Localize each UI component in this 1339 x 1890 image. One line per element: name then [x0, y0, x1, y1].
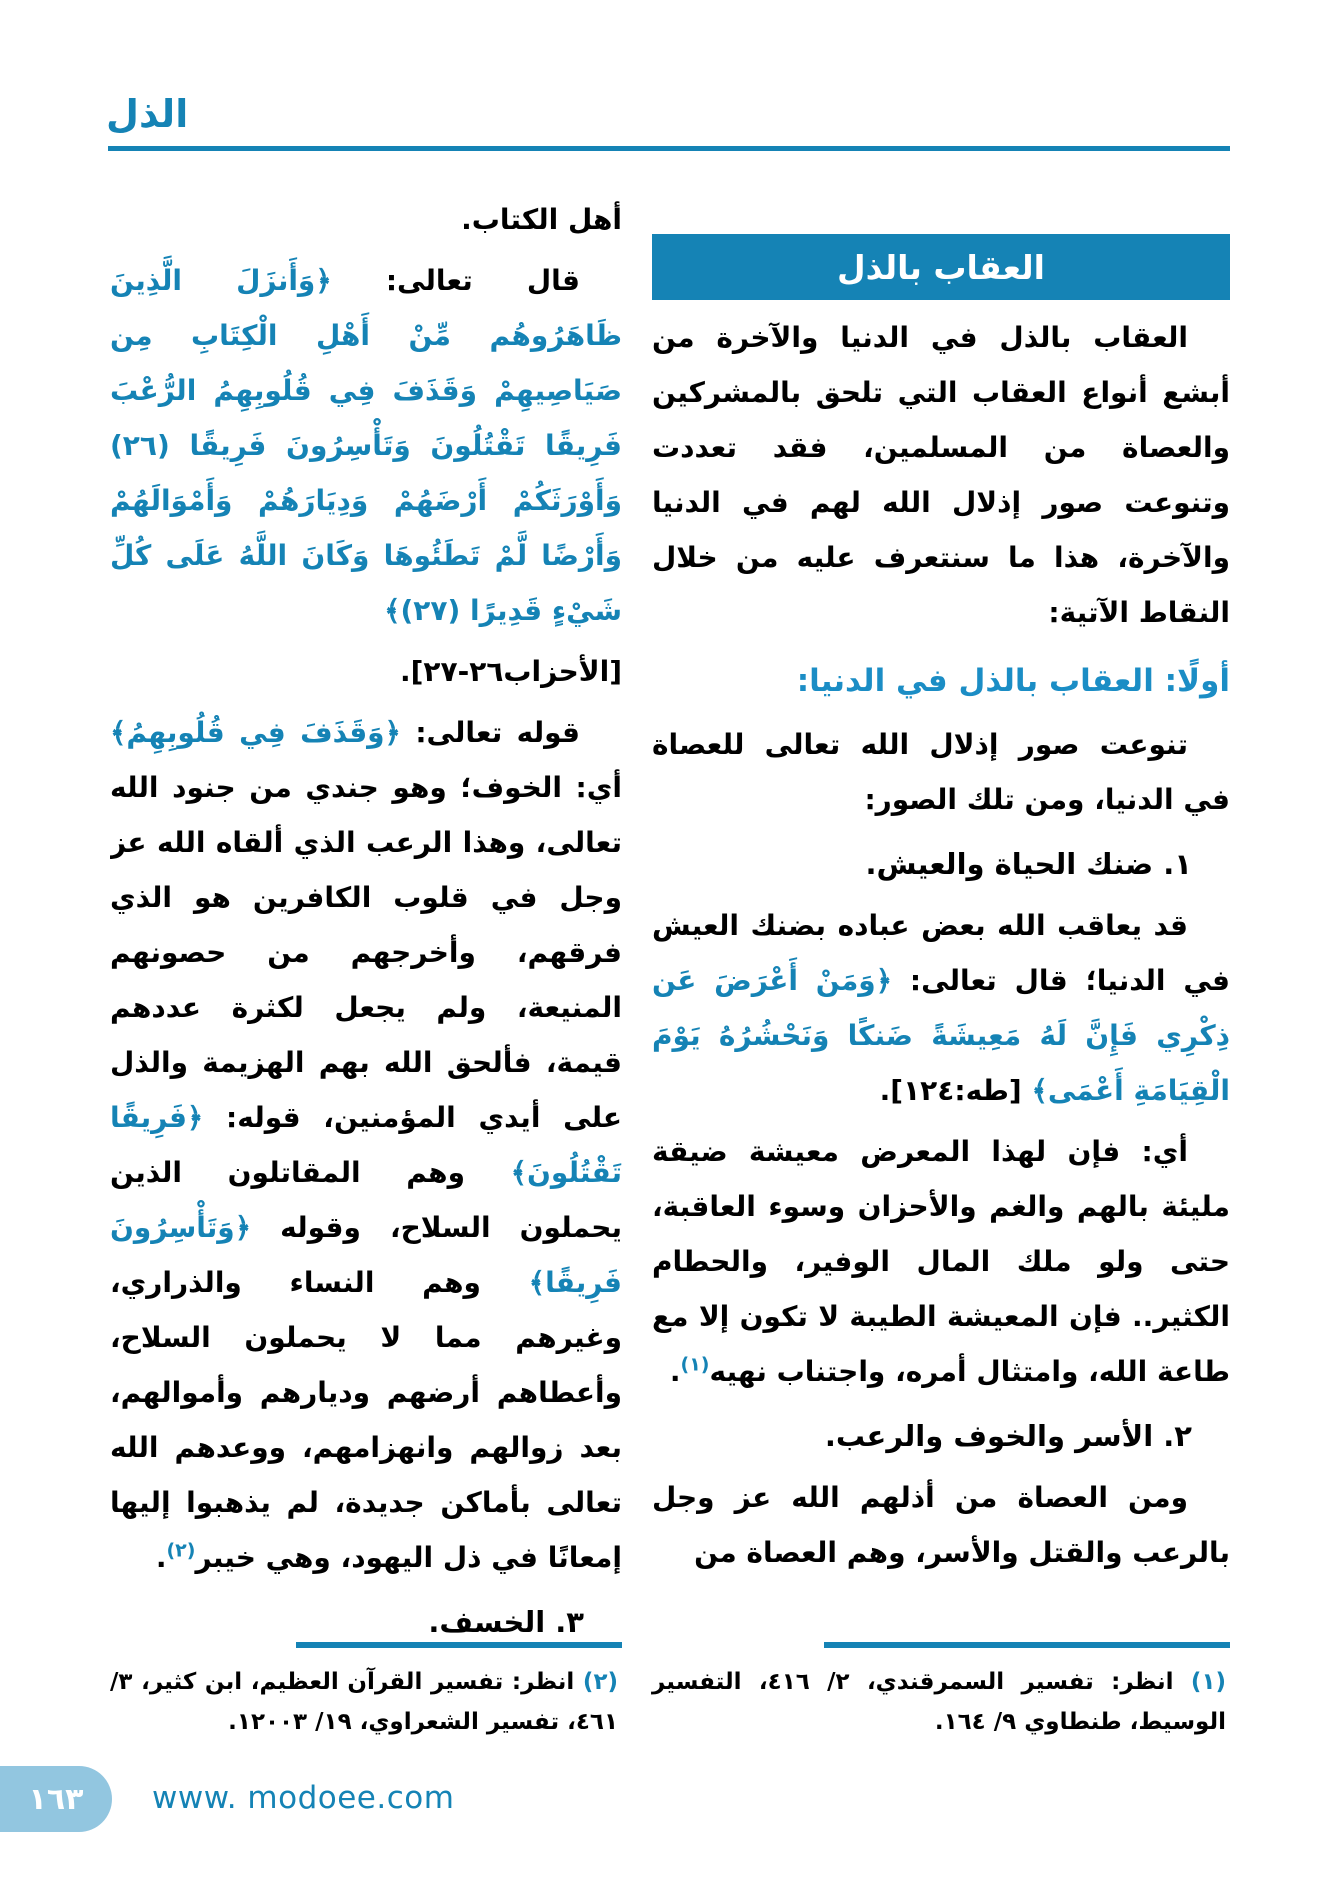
- first-heading: أولًا: العقاب بالذل في الدنيا:: [796, 663, 1230, 699]
- tafsir-mid1: أي: الخوف؛ وهو جندي من جنود الله تعالى، وهذا الرعب الذي ألقاه الله عز وجل في قلوب الكافرين هو الذي فرقهم، وأخرجهم من حصونهم المنيعة، ولم يجعل لكثرة عددهم قيمة، فألحق الله بهم الهزيمة والذل على أيدي المؤمنين، قوله:: [110, 771, 622, 1134]
- paragraph-ahzab: [110, 253, 622, 638]
- meaning-post: .: [669, 1355, 681, 1388]
- tafsir-mid3: وهم النساء والذراري، وغيرهم مما لا يحملون السلاح، وأعطاهم أرضهم وديارهم وأموالهم، بعد زوالهم وانهزامهم، ووعدهم الله تعالى بأماكن جديدة، لم يذهبوا إليها إمعانًا في ذل اليهود، وهي خيبر: [110, 1266, 622, 1574]
- footnote-1-text: انظر: تفسير السمرقندي، ٢/ ٤١٦، التفسير الوسيط، طنطاوي ٩/ ١٦٤.: [652, 1669, 1226, 1735]
- paragraph-intro: العقاب بالذل في الدنيا والآخرة من أبشع أنواع العقاب التي تلحق بالمشركين والعصاة من المسلمين، فقد تعددت وتنوعت صور إذلال الله لهم في الدنيا والآخرة، هذا ما سنتعرف عليه من خلال النقاط الآتية:: [652, 321, 1230, 629]
- quran-quote-taqtulun: ﴿فَرِيقًا تَقْتُلُونَ﴾: [110, 1101, 622, 1189]
- left-column: [110, 186, 622, 1638]
- paragraph-variety: تنوعت صور إذلال الله تعالى للعصاة في الدنيا، ومن تلك الصور:: [652, 728, 1230, 816]
- page-number: ١٦٣: [28, 1781, 84, 1817]
- quran-verse-ahzab: ﴿وَأَنزَلَ الَّذِينَ ظَاهَرُوهُم مِّنْ أَهْلِ الْكِتَابِ مِن صَيَاصِيهِمْ وَقَذَفَ فِي قُلُوبِهِمُ الرُّعْبَ فَرِيقًا تَقْتُلُونَ وَتَأْسِرُونَ فَرِيقًا (٢٦) وَأَوْرَثَكُمْ أَرْضَهُمْ وَدِيَارَهُمْ وَأَمْوَالَهُمْ وَأَرْضًا لَّمْ تَطَئُوهَا وَكَانَ اللَّهُ عَلَى كُلِّ شَيْءٍ قَدِيرًا (٢٧)﴾: [110, 264, 622, 627]
- footnote-block-1: [652, 1642, 1230, 1742]
- footnote-separator-right: [824, 1642, 1230, 1648]
- footnote-1-marker: (١): [1190, 1669, 1226, 1695]
- paragraph-asr: ومن العصاة من أذلهم الله عز وجل بالرعب والقتل والأسر، وهم العصاة من: [652, 1481, 1230, 1569]
- footnote-2: [110, 1662, 622, 1742]
- paragraph-danak: [652, 898, 1230, 1118]
- item3-title: ٣. الخسف.: [428, 1605, 584, 1638]
- tafsir-post: .: [155, 1541, 167, 1574]
- meaning-text: أي: فإن لهذا المعرض معيشة ضيقة مليئة بالهم والغم والأحزان وسوء العاقبة، حتى ولو ملك المال الوفير، والحطام الكثير.. فإن المعيشة الطيبة لا تكون إلا مع طاعة الله، وامتثال أمره، واجتناب نهيه: [652, 1135, 1230, 1388]
- section-title: العقاب بالذل: [837, 247, 1045, 287]
- tafsir-mid2: وهم المقاتلون الذين يحملون السلاح، وقوله: [110, 1156, 622, 1244]
- ahzab-reference: [الأحزاب٢٦-٢٧].: [399, 655, 622, 688]
- chapter-title: الذل: [106, 92, 189, 136]
- quran-quote-qadhafa: ﴿وَقَذَفَ فِي قُلُوبِهِمُ﴾: [110, 716, 401, 749]
- footnote-2-text: انظر: تفسير القرآن العظيم، ابن كثير، ٣/ ٤٦١، تفسير الشعراوي، ١٩/ ١٢٠٠٣.: [110, 1669, 618, 1735]
- item1-title: ١. ضنك الحياة والعيش.: [865, 847, 1192, 881]
- paragraph-tafsir: [110, 705, 622, 1585]
- header-rule: [108, 146, 1230, 151]
- footnote-block-2: [110, 1642, 622, 1742]
- tafsir-pre: قوله تعالى:: [400, 716, 580, 749]
- footnote-ref-2: (٢): [166, 1539, 196, 1562]
- footnote-2-marker: (٢): [582, 1669, 618, 1695]
- section-title-box: [652, 234, 1230, 300]
- right-column: [652, 186, 1230, 1638]
- quran-verse-taha: ﴿وَمَنْ أَعْرَضَ عَن ذِكْرِي فَإِنَّ لَهُ مَعِيشَةً ضَنكًا وَنَحْشُرُهُ يَوْمَ الْقِيَامَةِ أَعْمَى﴾: [652, 964, 1230, 1107]
- quran-quote-tasirun: ﴿وَتَأْسِرُونَ فَرِيقًا﴾: [110, 1211, 622, 1299]
- footnote-separator-left: [296, 1642, 622, 1648]
- paragraph-ahl-kitab: أهل الكتاب.: [461, 203, 622, 236]
- danak-pre: قد يعاقب الله بعض عباده بضنك العيش في الدنيا؛ قال تعالى:: [652, 909, 1230, 997]
- footnote-ref-1: (١): [680, 1353, 710, 1376]
- page-number-badge: [0, 1766, 112, 1832]
- qala-taala: قال تعالى:: [331, 264, 580, 297]
- website-url: www. modoee.com: [152, 1780, 455, 1816]
- footnote-1: [652, 1662, 1230, 1742]
- item2-title: ٢. الأسر والخوف والرعب.: [824, 1419, 1192, 1453]
- danak-ref: [طه:١٢٤].: [879, 1074, 1032, 1107]
- paragraph-meaning: [652, 1124, 1230, 1399]
